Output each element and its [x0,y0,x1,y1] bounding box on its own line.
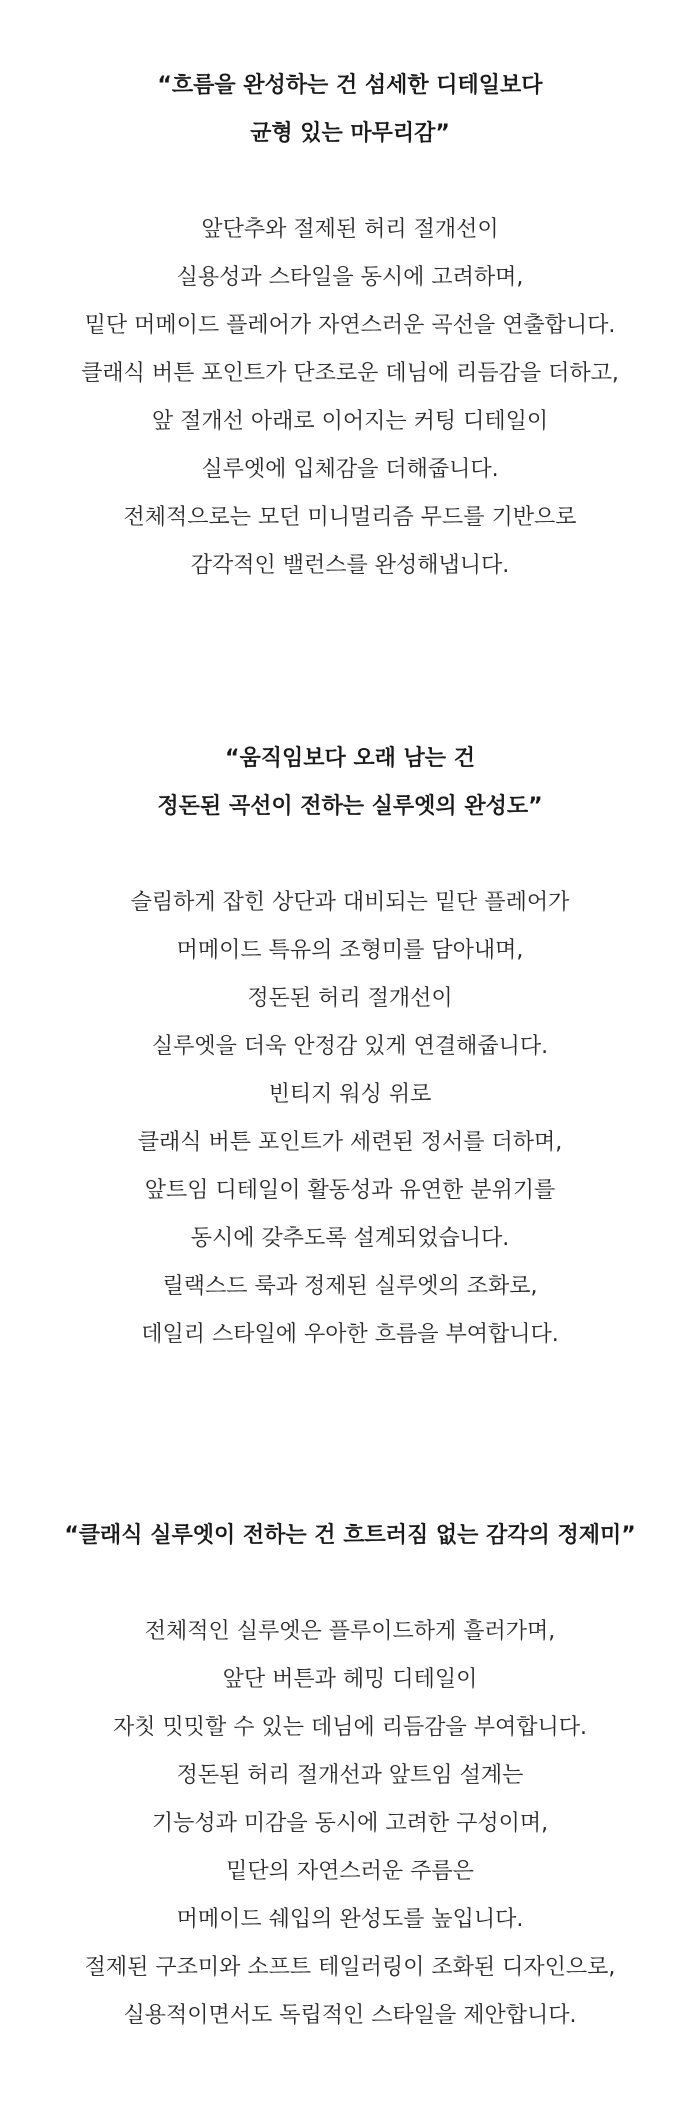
body-line: 감각적인 밸런스를 완성해냅니다. [190,553,510,578]
body-line: 절제된 구조미와 소프트 테일러링이 조화된 디자인으로, [84,1955,616,1980]
heading-line: 정돈된 곡선이 전하는 실루엣의 완성도” [157,794,543,819]
body-line: 전체적인 실루엣은 플루이드하게 흘러가며, [144,1619,556,1644]
body-line: 머메이드 특유의 조형미를 담아내며, [176,938,524,963]
body-line: 정돈된 허리 절개선이 [247,986,453,1011]
section-1-body [0,206,700,590]
body-line: 빈티지 워싱 위로 [268,1082,432,1107]
body-line: 실용성과 스타일을 동시에 고려하며, [176,265,524,290]
section-2-heading [0,735,700,831]
body-line: 앞단 버튼과 헤밍 디테일이 [222,1667,478,1692]
body-line: 클래식 버튼 포인트가 세련된 정서를 더하며, [137,1130,563,1155]
body-line: 정돈된 허리 절개선과 앞트임 설계는 [176,1763,524,1788]
section-3-heading [0,1512,700,1560]
body-line: 앞 절개선 아래로 이어지는 커팅 디테일이 [151,409,549,434]
body-line: 실루엣에 입체감을 더해줍니다. [201,457,499,482]
body-line: 자칫 밋밋할 수 있는 데님에 리듬감을 부여합니다. [113,1715,587,1740]
body-line: 실용적이면서도 독립적인 스타일을 제안합니다. [123,2003,577,2028]
body-line: 밑단 머메이드 플레어가 자연스러운 곡선을 연출합니다. [84,313,616,338]
section-1-heading [0,62,700,158]
body-line: 슬림하게 잡힌 상단과 대비되는 밑단 플레어가 [130,890,570,915]
body-line: 밑단의 자연스러운 주름은 [226,1859,474,1884]
section-3-body [0,1608,700,2040]
heading-line: “흐름을 완성하는 건 섬세한 디테일보다 [157,73,543,98]
heading-line: “움직임보다 오래 남는 건 [225,746,475,771]
body-line: 머메이드 쉐입의 완성도를 높입니다. [176,1907,524,1932]
body-line: 데일리 스타일에 우아한 흐름을 부여합니다. [141,1322,559,1347]
heading-line: 균형 있는 마무리감” [250,121,450,146]
description-section-1 [0,62,700,590]
body-line: 기능성과 미감을 동시에 고려한 구성이며, [151,1811,549,1836]
body-line: 동시에 갖추도록 설계되었습니다. [190,1226,510,1251]
section-2-body [0,879,700,1359]
heading-line: “클래식 실루엣이 전하는 건 흐트러짐 없는 감각의 정제미” [64,1523,636,1548]
body-line: 앞단추와 절제된 허리 절개선이 [201,217,499,242]
body-line: 앞트임 디테일이 활동성과 유연한 분위기를 [144,1178,556,1203]
body-line: 릴랙스드 룩과 정제된 실루엣의 조화로, [162,1274,538,1299]
body-line: 전체적으로는 모던 미니멀리즘 무드를 기반으로 [123,505,577,530]
description-section-2 [0,735,700,1359]
description-section-3 [0,1512,700,2040]
body-line: 클래식 버튼 포인트가 단조로운 데님에 리듬감을 더하고, [81,361,619,386]
body-line: 실루엣을 더욱 안정감 있게 연결해줍니다. [151,1034,549,1059]
